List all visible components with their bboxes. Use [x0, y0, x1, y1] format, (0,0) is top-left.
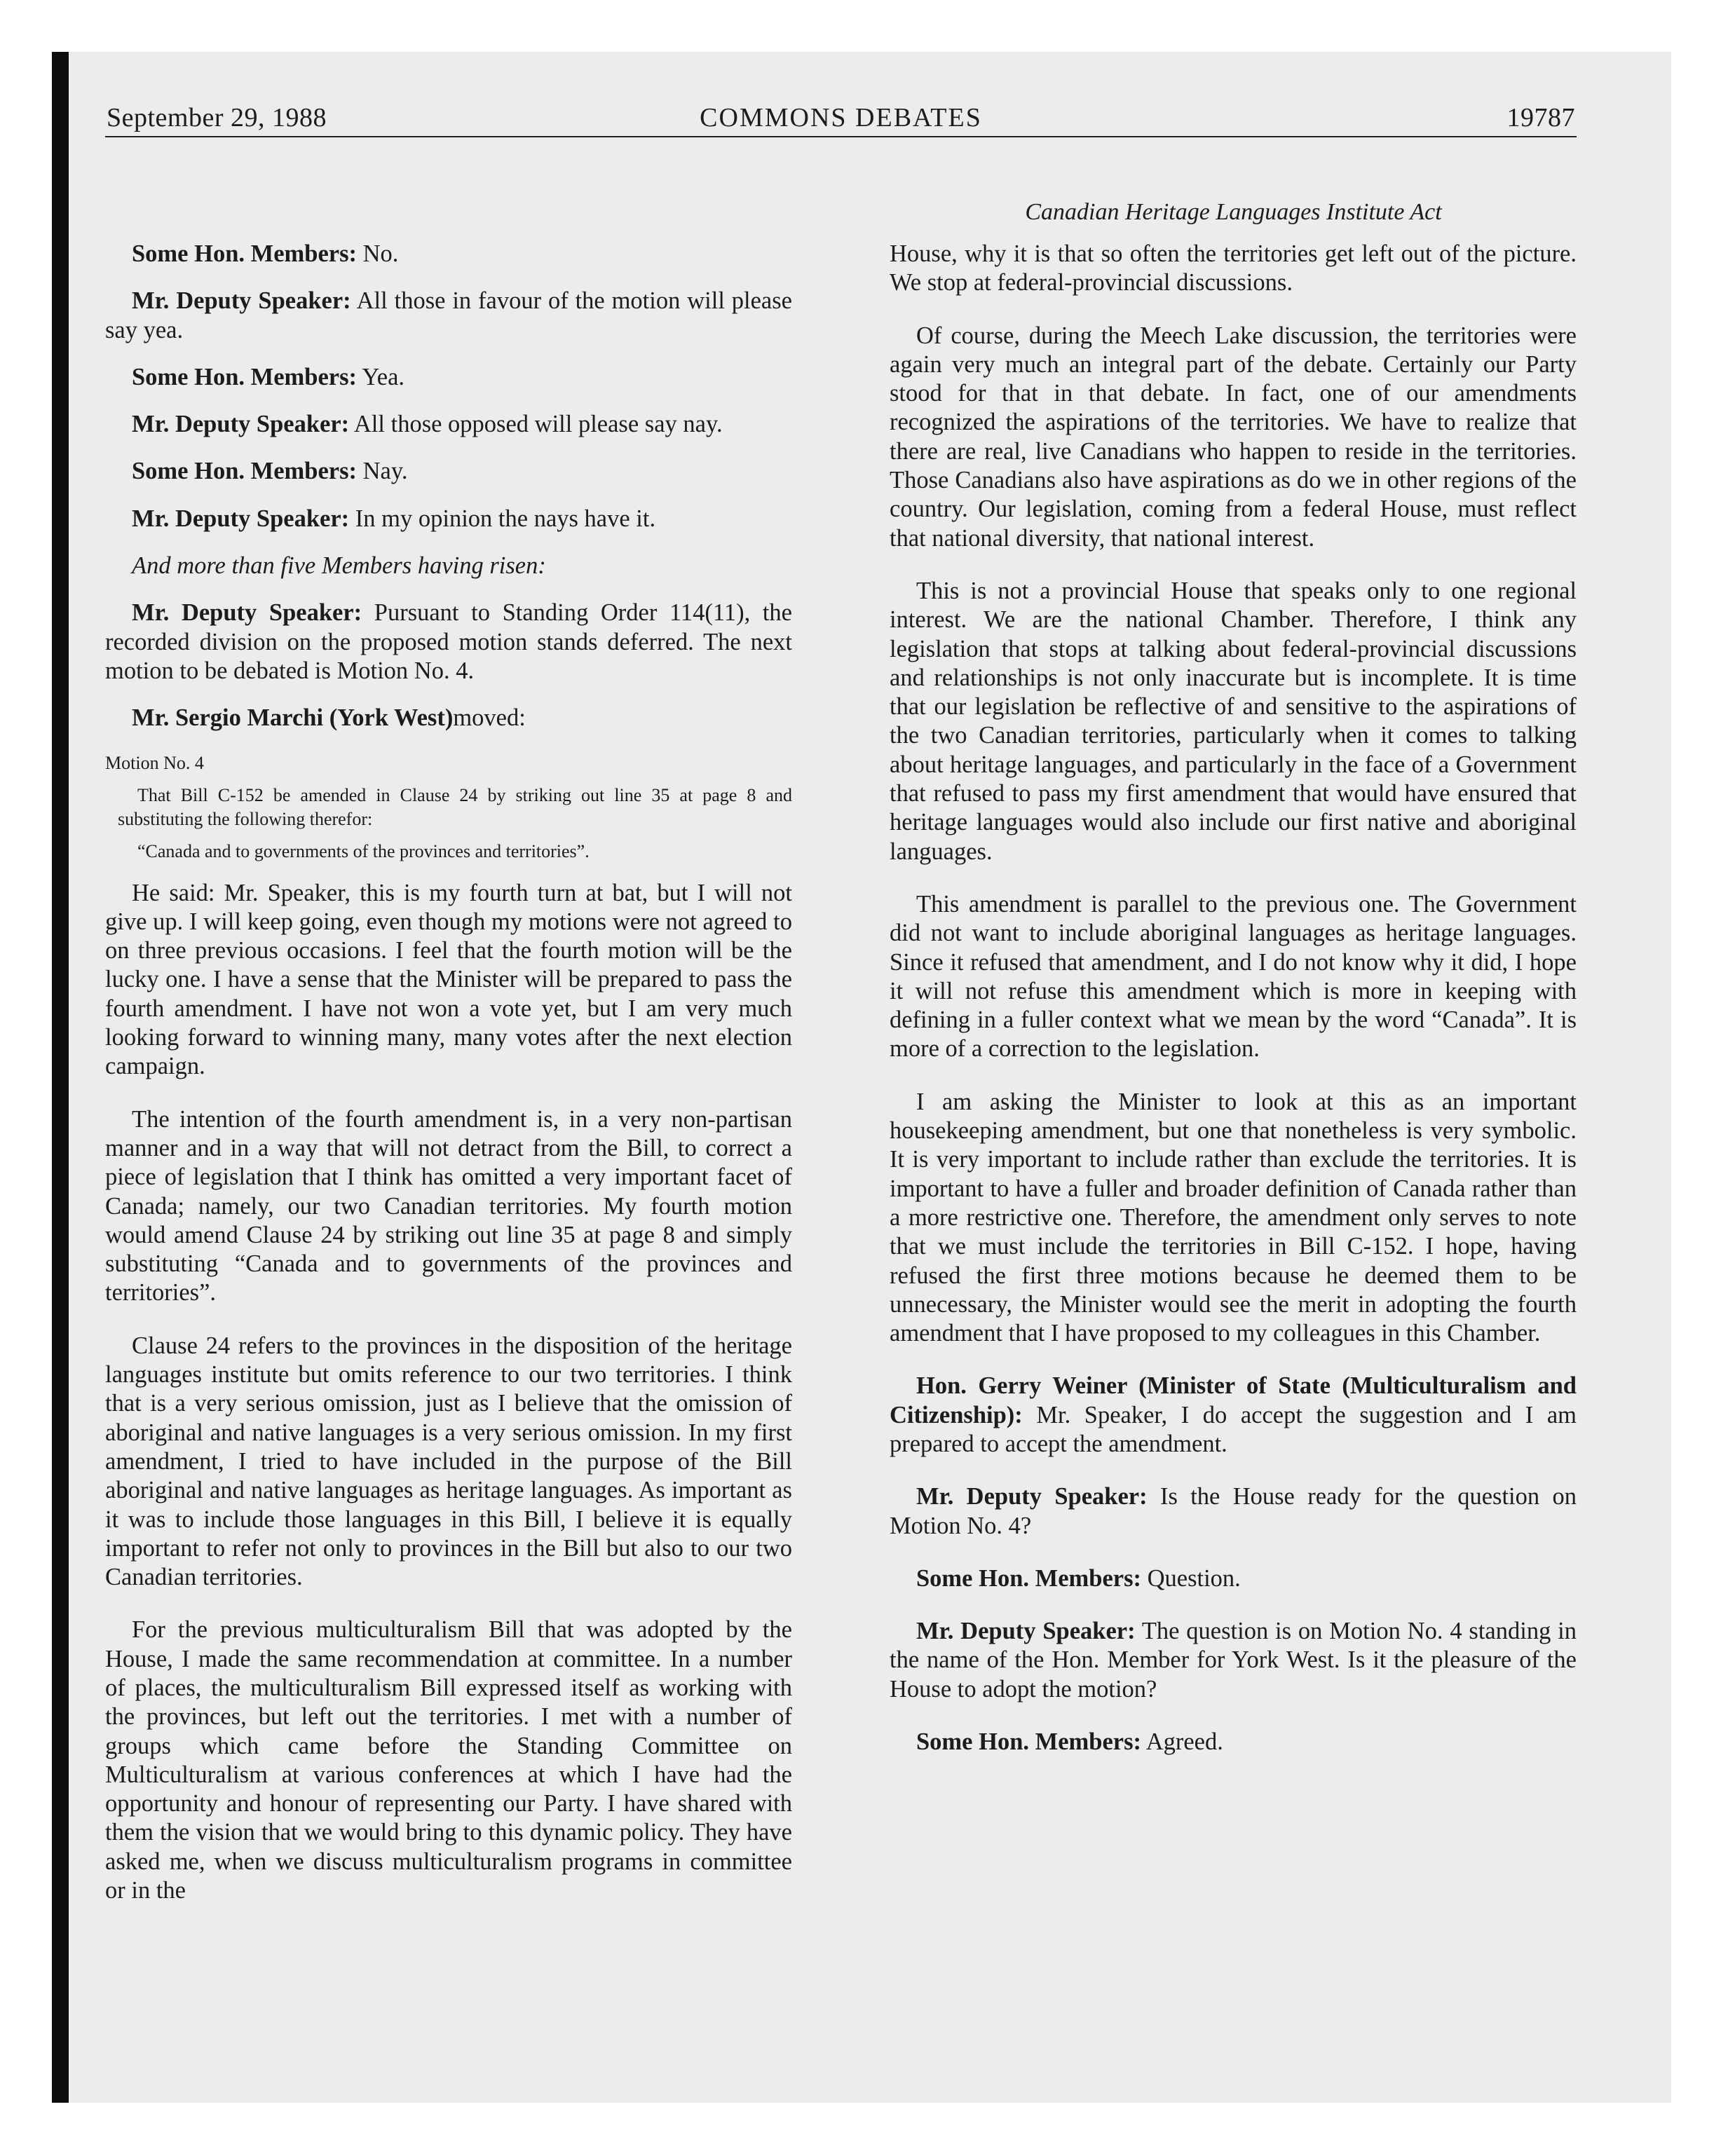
speech-text: Agreed. [1141, 1728, 1223, 1756]
right-column [890, 240, 1577, 1780]
speaker-name: Mr. Deputy Speaker: [132, 505, 350, 532]
paragraph: I am asking the Minister to look at this as an important housekeeping amendment, but one that nonetheless is very symbolic. It is very important to include rather than exclude the territories. It is important to have a fuller and broader definition of Canada rather than a more restrictive one. Therefore, the amendment only serves to note that we must include the territories in Bill C-152. I hope, having refused the first three motions because he deemed them to be unnecessary, the Minister would see the merit in adopting the fourth amendment that I have proposed to my colleagues in this Chamber. [890, 1088, 1577, 1347]
paragraph: This amendment is parallel to the previous one. The Government did not want to include aboriginal languages as heritage languages. Since it refused that amendment, and I do not know why it did, I hope it will not refuse this amendment which is more in keeping with defining in a fuller context what we mean by the word “Canada”. It is more of a correction to the legislation. [890, 890, 1577, 1063]
speech-text: Pursuant to Standing Order 114(11), the recorded division on the proposed motion stands deferred. The next motion to be debated is Motion No. 4. [105, 599, 792, 684]
speaker-name: Some Hon. Members: [916, 1728, 1141, 1756]
speech-text: Mr. Speaker, I do accept the suggestion and I am prepared to accept the amendment. [890, 1401, 1577, 1457]
speech-text: Yea. [356, 363, 405, 390]
paragraph [890, 1728, 1577, 1756]
speaker-name: Some Hon. Members: [132, 458, 357, 485]
paragraph [105, 457, 792, 486]
paragraph: Clause 24 refers to the provinces in the disposition of the heritage languages institute but omits reference to our two territories. I think that is a very serious omission, just as I believe that the omission of aboriginal and native languages is a very serious omission. In my first amendment, I tried to have included in the purpose of the Bill aboriginal and native languages as heritage languages. As important as it was to include those languages in this Bill, I believe it is equally important to refer not only to provinces in the Bill but also to our two Canadian territories. [105, 1332, 792, 1591]
motion-quote: “Canada and to governments of the provinces and territories”. [137, 840, 590, 861]
motion-text: That Bill C-152 be amended in Clause 24 by striking out line 35 at page 8 and substituting the following therefor: [118, 784, 792, 829]
paragraph [105, 599, 792, 685]
paragraph [890, 1372, 1577, 1459]
stage-direction: And more than five Members having risen: [132, 552, 546, 580]
speech-text: Is the House ready for the question on Motion No. 4? [890, 1483, 1577, 1539]
paragraph: Of course, during the Meech Lake discussion, the territories were again very much an integral part of the debate. Certainly our Party stood for that in that debate. In fact, one of our amendments recognized the aspirations of the territories. We have to realize that there are real, live Canadians who happen to reside in the territories. Those Canadians also have aspirations as do we in other regions of the country. Our legislation, coming from a federal House, must reflect that national diversity, that national interest. [890, 322, 1577, 552]
page-header [105, 97, 1577, 137]
header-date: September 29, 1988 [107, 103, 327, 132]
header-page-number: 19787 [1506, 103, 1575, 132]
paragraph: For the previous multiculturalism Bill that was adopted by the House, I made the same recommendation at committee. In a number of places, the multiculturalism Bill expressed itself as working with the provinces, but left out the territories. I met with a number of groups which came before the Standing Committee on Multiculturalism at various conferences at which I have had the opportunity and honour of representing our Party. I have shared with them the vision that we would bring to this dynamic policy. They have asked me, when we discuss multiculturalism programs in committee or in the [105, 1616, 792, 1904]
paragraph: This is not a provincial House that speaks only to one regional interest. We are the national Chamber. Therefore, I think any legislation that stops at talking about federal-provincial discussions and relationships is not only inaccurate but is incomplete. It is time that our legislation be reflective of and sensitive to the aspirations of the two Canadian territories, particularly when it comes to talking about heritage languages, and particularly in the face of a Government that refused to pass my first amendment that would have ensured that heritage languages would also include our first native and aboriginal languages. [890, 577, 1577, 865]
speaker-name: Some Hon. Members: [916, 1564, 1141, 1592]
paragraph: The intention of the fourth amendment is, in a very non-partisan manner and in a way that will not detract from the Bill, to correct a piece of legislation that I think has omitted a very important facet of Canada; namely, our two Canadian territories. My fourth motion would amend Clause 24 by striking out line 35 at page 8 and simply substituting “Canada and to governments of the provinces and territories”. [105, 1105, 792, 1306]
running-title: Canadian Heritage Languages Institute Act [1025, 199, 1442, 225]
speaker-name: Mr. Deputy Speaker: [916, 1483, 1148, 1510]
paragraph [105, 505, 792, 533]
speech-text: All those in favour of the motion will please say yea. [105, 287, 792, 343]
speaker-name: Mr. Deputy Speaker: [132, 599, 362, 627]
speaker-name: Mr. Deputy Speaker: [132, 287, 351, 315]
speaker-name: Some Hon. Members: [132, 240, 357, 267]
speaker-name: Mr. Deputy Speaker: [132, 411, 350, 438]
speaker-name: Hon. Gerry Weiner (Minister of State (Multiculturalism and Citizenship): [890, 1372, 1577, 1428]
paragraph [890, 1617, 1577, 1704]
paragraph: He said: Mr. Speaker, this is my fourth turn at bat, but I will not give up. I will keep going, even though my motions were not agreed to on three previous occasions. I feel that the fourth motion will be the lucky one. I have a sense that the Minister will be prepared to pass the fourth amendment. I have not won a vote yet, but I am very much looking forward to winning many, many votes after the next election campaign. [105, 879, 792, 1080]
paragraph [890, 1482, 1577, 1541]
speech-text: No. [356, 240, 399, 267]
speech-text: Question. [1141, 1564, 1241, 1592]
speech-text: moved: [453, 704, 526, 732]
speech-text: The question is on Motion No. 4 standing in the name of the Hon. Member for York West. Is it the pleasure of the House to adopt the motion? [890, 1618, 1577, 1703]
paragraph: House, why it is that so often the territories get left out of the picture. We stop at federal-provincial discussions. [890, 240, 1577, 296]
motion-label: Motion No. 4 [105, 752, 204, 773]
left-column [105, 240, 792, 1929]
paragraph [105, 287, 792, 345]
speech-text: Nay. [356, 458, 408, 485]
speaker-name: Some Hon. Members: [132, 363, 357, 390]
speech-text: All those opposed will please say nay. [349, 411, 723, 438]
paragraph [105, 240, 792, 268]
paragraph [890, 1564, 1577, 1593]
speech-text: In my opinion the nays have it. [349, 505, 656, 532]
paragraph [105, 704, 792, 732]
speaker-name: Mr. Deputy Speaker: [916, 1618, 1136, 1645]
speaker-name: Mr. Sergio Marchi (York West) [132, 704, 454, 732]
paragraph [105, 363, 792, 392]
header-publication: COMMONS DEBATES [700, 103, 982, 132]
paragraph [105, 410, 792, 439]
binding-edge [52, 52, 69, 2103]
